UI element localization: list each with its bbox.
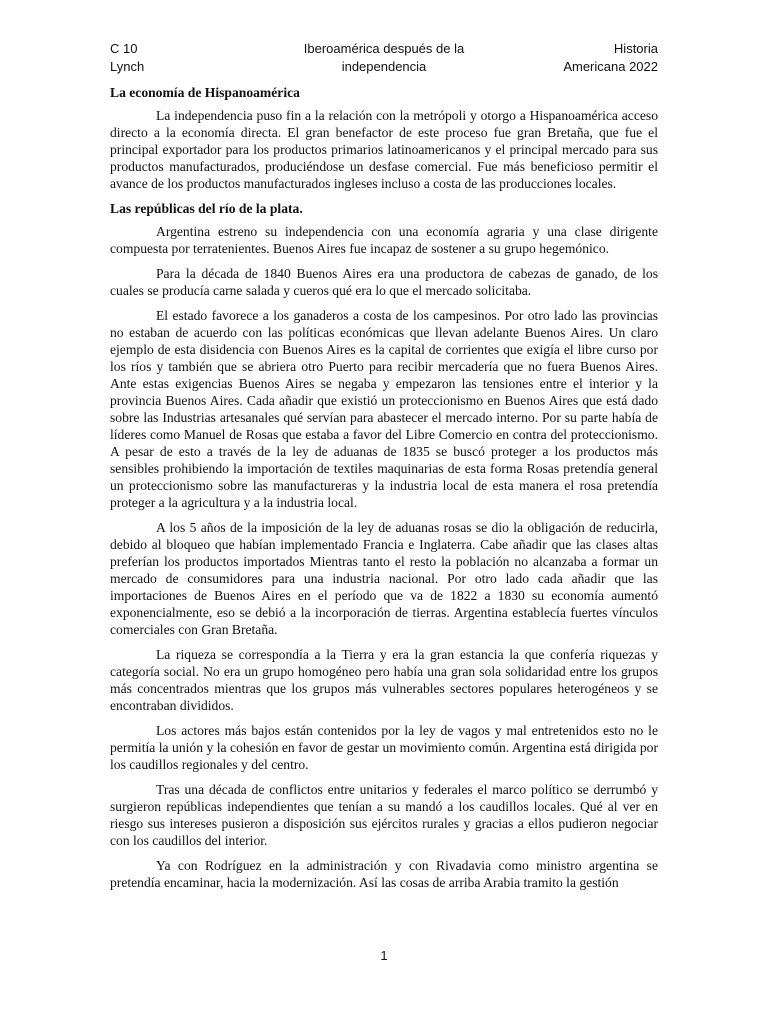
paragraph: La riqueza se correspondía a la Tierra y era la gran estancia la que confería riquezas y categoría social. No era un grupo homogéneo pero había una gran sola solidaridad entre los grupos más concentrados mientras que los grupos más vulnerables sectores populares heterogéneos y se encontraban divididos. (110, 647, 658, 713)
header-subject-line-2: Americana 2022 (563, 59, 658, 74)
paragraph: Argentina estreno su independencia con una economía agraria y una clase dirigente compuesta por terratenientes. Buenos Aires fue incapaz de sostener a su grupo hegemónico. (110, 224, 658, 256)
paragraph: A los 5 años de la imposición de la ley de aduanas rosas se dio la obligación de reducirla, debido al bloqueo que habían implementado Francia e Inglaterra. Cabe añadir que las clases altas preferían los productos importados Mientras tanto el resto la población no alcanzaba a formar un mercado de consumidores para una industria nacional. Por otro lado cada añadir que las importaciones de Buenos Aires en el período que va de 1822 a 1830 su economía aumentó exponencialmente, eso se debió a la incorporación de tierras. Argentina establecía fuertes vínculos comerciales con Gran Bretaña. (110, 520, 658, 637)
paragraph: Los actores más bajos están contenidos por la ley de vagos y mal entretenidos esto no le permitía la unión y la cohesión en favor de gestar un movimiento común. Argentina está dirigida por los caudillos regionales y del centro. (110, 723, 658, 772)
section-title: La economía de Hispanoamérica (110, 85, 300, 100)
paragraph: El estado favorece a los ganaderos a costa de los campesinos. Por otro lado las provincias no estaban de acuerdo con las políticas económicas que llevan adelante Buenos Aires. Un claro ejemplo de esta disidencia con Buenos Aires es la capital de corrientes que exigía el libre curso por los ríos y también que se abriera otro Puerto para recibir mercadería que no fuera Buenos Aires. Ante estas exigencias Buenos Aires se negaba y empezaron las tensiones entre el interior y la provincia Buenos Aires. Cada añadir que existió un proteccionismo en Buenos Aires que está dado sobre las Industrias artesanales qué servían para abastecer el mercado interno. Por su parte había de líderes como Manuel de Rosas que estaba a favor del Libre Comercio en contra del proteccionismo. A pesar de esto a través de la ley de aduanas de 1835 se buscó proteger a los productos más sensibles prohibiendo la importación de textiles maquinarias de esta forma Rosas pretendía general un proteccionismo sobre las manufactureras y la industria local de esta manera el rosa pretendía proteger a la agricultura y a la industria local. (110, 308, 658, 510)
paragraph: Para la década de 1840 Buenos Aires era una productora de cabezas de ganado, de los cuales se producía carne salada y cueros qué era lo que el mercado solicitaba. (110, 266, 658, 298)
header-subject-line-1: Historia (613, 41, 658, 56)
header-title-line-1: Iberoamérica después de la (303, 41, 465, 56)
header-document-title (260, 40, 508, 76)
paragraph: La independencia puso fin a la relación con la metrópoli y otorgo a Hispanoamérica acceso directo a la economía directa. El gran benefactor de este proceso fue gran Bretaña, que fue el principal exportador para los productos primarios latinoamericanos y el principal mercado para sus productos manufacturados, produciéndose un desfase comercial. Fue más beneficioso permitir el avance de los productos manufacturados ingleses incluso a costa de las producciones locales. (110, 108, 658, 191)
header-course-code: C 10 (110, 41, 138, 56)
paragraph: Tras una década de conflictos entre unitarios y federales el marco político se derrumbó y surgieron repúblicas independientes que tenían a su mandó a los caudillos locales. Qué al ver en riesgo sus intereses pusieron a disposición sus ejércitos rurales y gracias a ellos pudieron negociar con los caudillos del interior. (110, 782, 658, 848)
paragraph: Ya con Rodríguez en la administración y con Rivadavia como ministro argentina se pretendía encaminar, hacia la modernización. Así las cosas de arriba Arabia tramito la gestión (110, 858, 658, 890)
document-body (110, 84, 658, 899)
header-course-info (110, 40, 144, 76)
page-header (110, 40, 658, 80)
header-subject (563, 40, 658, 76)
section-title: Las repúblicas del río de la plata. (110, 201, 303, 216)
header-author: Lynch (110, 59, 145, 74)
page-number: 1 (380, 948, 388, 963)
header-title-line-2: independencia (341, 59, 427, 74)
